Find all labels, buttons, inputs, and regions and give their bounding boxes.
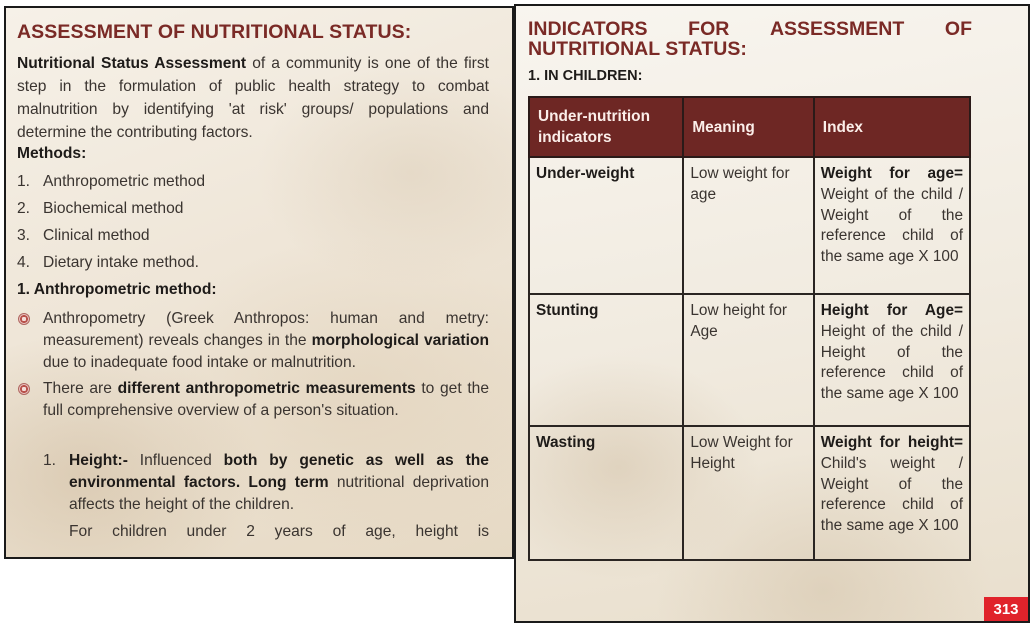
right-page — [514, 4, 1030, 623]
table-row — [529, 426, 970, 560]
bullet-list — [17, 308, 489, 426]
bullet-text-pre: There are — [43, 380, 118, 397]
intro-paragraph — [17, 52, 489, 144]
title-word: INDICATORS — [528, 18, 648, 40]
method-item — [17, 198, 205, 225]
table-header-row — [529, 97, 970, 157]
subsection-heading: 1. Anthropometric method: — [17, 281, 217, 298]
continuation-paragraph: For children under 2 years of age, height is — [69, 523, 489, 540]
title-word: ASSESSMENT — [769, 18, 905, 40]
index-cell — [814, 157, 970, 294]
index-formula-text: Child's weight / Weight of the reference child of the same age X 100 — [820, 454, 963, 535]
method-label: Anthropometric method — [43, 173, 206, 190]
indicator-cell: Wasting — [529, 426, 683, 560]
measurement-text — [69, 450, 489, 516]
left-page — [4, 6, 514, 559]
section-title: ASSESSMENT OF NUTRITIONAL STATUS: — [17, 21, 412, 43]
index-formula-text: Weight of the child / Weight of the reference child of the same age X 100 — [820, 185, 963, 266]
meaning-cell: Low Weight for Height — [683, 426, 813, 560]
methods-list — [17, 171, 205, 279]
measurement-emphasis: both by genetic as well as the environmental factors. Long term — [69, 452, 489, 491]
bullet-text-bold: different anthropometric measurements — [117, 380, 416, 397]
measurement-number: 1. — [43, 452, 57, 469]
bullet-item — [17, 378, 489, 422]
indicators-title-line2: NUTRITIONAL STATUS: — [528, 38, 747, 60]
method-label: Clinical method — [43, 227, 150, 244]
method-item — [17, 225, 205, 252]
method-number: 3. — [17, 227, 31, 244]
column-header-meaning: Meaning — [683, 97, 813, 157]
page-number-badge: 313 — [984, 597, 1028, 621]
index-formula-label: Weight for age= — [820, 165, 963, 182]
index-formula-text: Height of the child / Height of the reference child of the same age X 100 — [820, 322, 963, 403]
method-label: Dietary intake method. — [43, 254, 200, 271]
method-number: 2. — [17, 200, 31, 217]
bullet-text — [43, 308, 489, 374]
method-item — [17, 252, 205, 279]
indicators-title — [528, 19, 972, 59]
bullet-text — [43, 378, 489, 422]
column-header-indicator: Under-nutrition indicators — [529, 97, 683, 157]
measurement-text-part: Influenced — [127, 452, 224, 469]
method-number: 1. — [17, 173, 31, 190]
bullet-text-post: due to inadequate food intake or malnutrition. — [43, 354, 356, 371]
intro-bold-lead: Nutritional Status Assessment — [17, 55, 247, 72]
bullet-item — [17, 308, 489, 374]
index-cell — [814, 294, 970, 426]
intro-text: of a community is one of the first step in the formulation of public health strategy to combat malnutrition by identifying 'at risk' groups/ populations and determine the contributing factors. — [17, 55, 489, 141]
index-cell — [814, 426, 970, 560]
bullet-circle-icon — [17, 378, 43, 400]
meaning-cell: Low weight for age — [683, 157, 813, 294]
table-row — [529, 157, 970, 294]
title-word: OF — [944, 18, 972, 40]
indicator-cell: Stunting — [529, 294, 683, 426]
meaning-cell: Low height for Age — [683, 294, 813, 426]
index-formula-label: Weight for height= — [820, 434, 963, 451]
measurement-item — [43, 450, 489, 516]
measurement-term: Height:- — [69, 452, 128, 469]
children-subheading: 1. IN CHILDREN: — [528, 68, 643, 84]
table-row — [529, 294, 970, 426]
bullet-text-post: to get the full comprehensive overview of a person's situation. — [43, 380, 490, 419]
method-label: Biochemical method — [43, 200, 184, 217]
measurement-list — [43, 450, 489, 516]
title-word: FOR — [688, 18, 730, 40]
bullet-circle-icon — [17, 308, 43, 330]
index-formula-label: Height for Age= — [820, 302, 963, 319]
measurement-text-part: nutritional deprivation affects the height of the children. — [69, 474, 489, 513]
bullet-text-bold: morphological variation — [311, 332, 489, 349]
bullet-text-pre: Anthropometry (Greek Anthropos: human and metry: measurement) reveals changes in the — [43, 310, 489, 349]
column-header-index: Index — [814, 97, 970, 157]
indicator-cell: Under-weight — [529, 157, 683, 294]
indicators-table — [528, 96, 971, 561]
method-number: 4. — [17, 254, 31, 271]
indicators-title-line1 — [528, 19, 972, 39]
methods-heading: Methods: — [17, 145, 87, 162]
method-item — [17, 171, 205, 198]
